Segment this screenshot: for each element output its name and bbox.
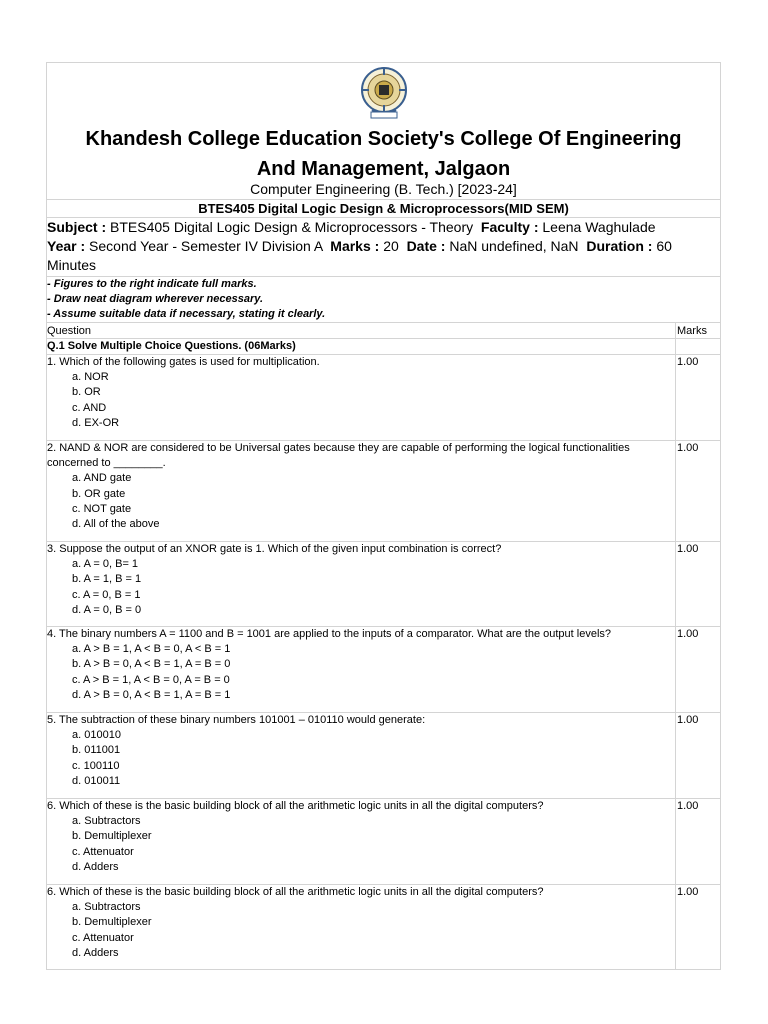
question-text: 2. NAND & NOR are considered to be Universal gates because they are capable of performing the logical functionalities concerned to ________.: [47, 442, 630, 470]
subject-label: Subject :: [47, 219, 107, 235]
option-list: [47, 728, 675, 789]
question-text: 1. Which of the following gates is used for multiplication.: [47, 356, 320, 368]
marks-column-divider: [675, 322, 676, 970]
college-name-line2: And Management, Jalgaon: [256, 158, 511, 180]
marks-value: 20: [383, 238, 399, 254]
option: b. Demultiplexer: [72, 830, 152, 843]
duration-unit: Minutes: [47, 257, 97, 273]
question-marks: 1.00: [677, 543, 699, 555]
instruction-item: - Figures to the right indicate full marks.: [47, 278, 257, 290]
question-item: [47, 799, 675, 875]
question-text: 4. The binary numbers A = 1100 and B = 1001 are applied to the inputs of a comparator. What are the output levels?: [47, 628, 612, 640]
option: a. Subtractors: [72, 815, 141, 828]
divider: [46, 322, 721, 323]
option: a. Subtractors: [72, 901, 141, 914]
question-marks: 1.00: [677, 886, 699, 898]
option: d. A = 0, B = 0: [72, 603, 142, 616]
option: b. 011001: [72, 744, 121, 757]
question-item: [47, 713, 675, 789]
divider: [46, 199, 721, 200]
marks-column-header: Marks: [677, 325, 707, 337]
option: a. A = 0, B= 1: [72, 558, 139, 571]
question-text: 5. The subtraction of these binary numbers 101001 – 010110 would generate:: [47, 714, 426, 726]
question-column-header: Question: [47, 325, 92, 337]
question-item: [47, 885, 675, 961]
option: c. 100110: [72, 759, 120, 772]
option: d. 010011: [72, 774, 121, 787]
option-list: [47, 814, 675, 875]
year-label: Year :: [47, 238, 86, 254]
question-text: 6. Which of these is the basic building block of all the arithmetic logic units in all the digital computers?: [47, 800, 544, 812]
section-heading: Q.1 Solve Multiple Choice Questions. (06Marks): [47, 340, 296, 352]
question-marks: 1.00: [677, 356, 699, 368]
subject-line: [47, 218, 707, 237]
college-name: [47, 124, 720, 184]
faculty-label: Faculty :: [480, 219, 539, 235]
faculty-value: Leena Waghulade: [542, 219, 656, 235]
option: c. A > B = 1, A < B = 0, A = B = 0: [72, 673, 230, 686]
question-marks: 1.00: [677, 442, 699, 454]
exam-title: BTES405 Digital Logic Design & Microprocessors(MID SEM): [198, 201, 569, 216]
question-item: [47, 627, 675, 703]
date-label: Date :: [406, 238, 446, 254]
question-text: 6. Which of these is the basic building block of all the arithmetic logic units in all the digital computers?: [47, 886, 544, 898]
duration-value: 60: [656, 238, 672, 254]
option: c. Attenuator: [72, 931, 134, 944]
question-item: [47, 441, 675, 532]
option: a. A > B = 1, A < B = 0, A < B = 1: [72, 643, 231, 656]
duration-label: Duration :: [586, 238, 653, 254]
instruction-item: - Assume suitable data if necessary, stating it clearly.: [47, 308, 326, 320]
program-line: Computer Engineering (B. Tech.) [2023-24]: [250, 181, 517, 197]
college-logo: [358, 66, 410, 120]
subject-value: BTES405 Digital Logic Design & Microprocessors - Theory: [110, 219, 474, 235]
question-marks: 1.00: [677, 800, 699, 812]
option: c. NOT gate: [72, 502, 132, 515]
option: d. A > B = 0, A < B = 1, A = B = 1: [72, 688, 231, 701]
option: c. Attenuator: [72, 845, 134, 858]
option-list: [47, 900, 675, 961]
option: d. Adders: [72, 946, 119, 959]
option-list: [47, 471, 675, 532]
option: d. Adders: [72, 860, 119, 873]
question-marks: 1.00: [677, 628, 699, 640]
option-list: [47, 642, 675, 703]
instructions: [47, 277, 707, 322]
option: d. All of the above: [72, 517, 160, 530]
option: c. AND: [72, 401, 107, 414]
option: b. OR gate: [72, 487, 126, 500]
question-marks: 1.00: [677, 714, 699, 726]
option: b. Demultiplexer: [72, 916, 152, 929]
instruction-item: - Draw neat diagram wherever necessary.: [47, 293, 264, 305]
option: d. EX-OR: [72, 416, 120, 429]
marks-label: Marks :: [330, 238, 380, 254]
option: b. OR: [72, 386, 101, 399]
option-list: [47, 557, 675, 618]
option-list: [47, 370, 675, 431]
option: b. A = 1, B = 1: [72, 573, 142, 586]
option: b. A > B = 0, A < B = 1, A = B = 0: [72, 658, 231, 671]
question-text: 3. Suppose the output of an XNOR gate is 1. Which of the given input combination is correct?: [47, 543, 502, 555]
college-name-line1: Khandesh College Education Society's College Of Engineering: [85, 128, 682, 150]
question-item: [47, 355, 675, 431]
option: a. NOR: [72, 371, 109, 384]
year-line: [47, 237, 707, 275]
option: c. A = 0, B = 1: [72, 588, 141, 601]
question-item: [47, 542, 675, 618]
option: a. 010010: [72, 729, 121, 742]
date-value: NaN undefined, NaN: [449, 238, 579, 254]
year-value: Second Year - Semester IV Division A: [89, 238, 323, 254]
option: a. AND gate: [72, 472, 132, 485]
